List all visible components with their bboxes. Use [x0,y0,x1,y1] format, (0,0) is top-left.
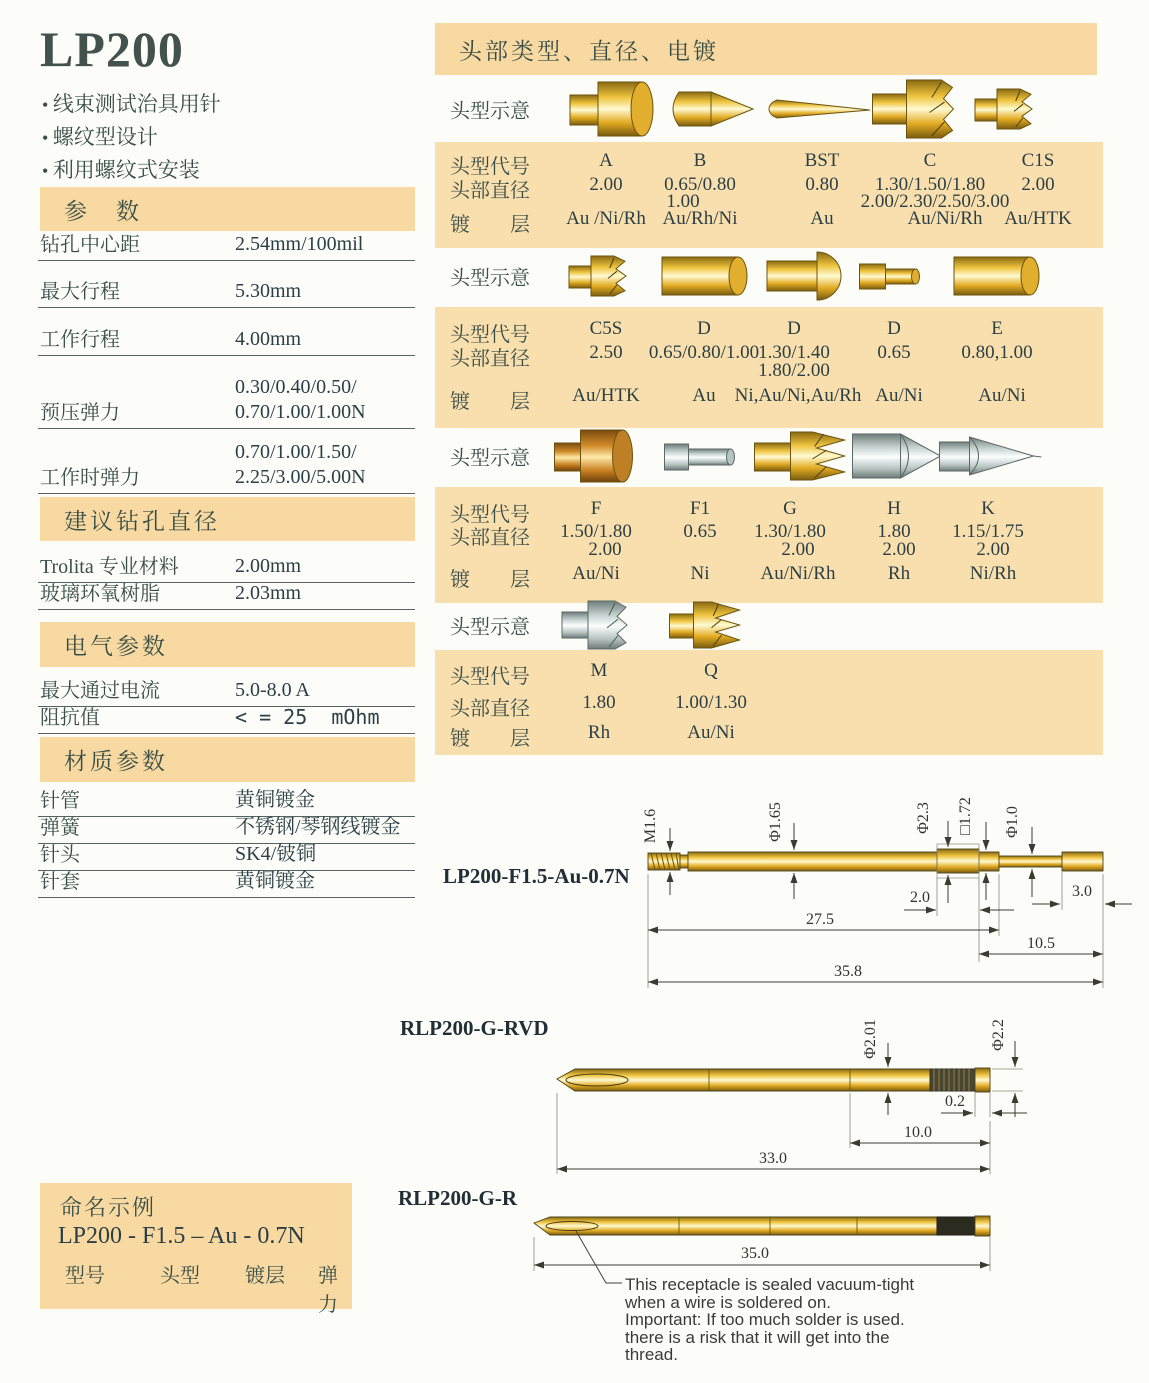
head-diameter: 0.65/0.80/1.00 [648,342,760,363]
head-plating: Au/Ni [875,385,923,406]
head-plating: Rh [887,563,911,584]
drill-value: 2.00mm [235,555,302,577]
head-diameter: 1.30/1.40 [758,342,830,363]
naming-example: LP200 - F1.5 – Au - 0.7N [58,1223,305,1249]
row-label-plating: 镀 层 [450,391,530,413]
material-row [38,817,415,844]
drawing-2-title: RLP200-G-RVD [400,1016,549,1040]
dim-2-0: 2.0 [910,889,930,906]
head-code: F1 [689,498,711,519]
naming-legend-force: 弹力 [318,1265,338,1316]
head-plating: Ni/Rh [969,563,1017,584]
section-heading-material: 材质参数 [40,737,415,782]
head-diameter-2: 2.00/2.30/2.50/3.00 [860,191,1010,212]
dim-33-0: 33.0 [759,1150,787,1167]
param-value: 4.00mm [235,328,302,350]
note-line: there is a risk that it will get into the [625,1328,890,1347]
section-heading-params: 参 数 [40,187,415,231]
drill-value: 2.03mm [235,582,302,604]
row-label-diameter: 头部直径 [450,527,530,549]
head-d-dome-icon [765,248,855,304]
param-value: 0.30/0.40/0.50/ [235,376,357,398]
illustration-label: 头型示意 [450,267,530,290]
param-label: 最大行程 [40,281,120,303]
head-diameter: 1.30/1.50/1.80 [874,174,986,195]
section-heading-head-types: 头部类型、直径、电镀 [435,23,1097,75]
head-diameter-2: 2.00 [781,539,815,560]
dim-cap-dia-label: Φ2.2 [990,1019,1007,1051]
param-row [38,368,415,429]
head-plating: Au/Ni/Rh [760,563,836,584]
naming-legend-model: 型号 [65,1265,105,1287]
material-label: 针套 [40,871,80,893]
illustration-label: 头型示意 [450,100,530,123]
head-diameter: 0.80,1.00 [961,342,1033,363]
head-table-1 [435,142,1103,248]
note-line: This receptacle is sealed vacuum-tight [625,1275,915,1294]
head-d-step-icon [858,257,923,295]
head-diameter: 0.65/0.80 [664,174,736,195]
note-line: Important: If too much solder is used. [625,1310,905,1329]
material-label: 弹簧 [40,817,80,839]
head-diameter: 1.15/1.75 [952,521,1024,542]
param-value: 2.54mm/100mil [235,233,364,255]
param-row [38,232,415,261]
head-code: A [599,150,613,171]
drawing-rlp200-g-r [530,1195,1130,1383]
head-diameter-2: 1.00 [666,191,700,212]
head-m-icon [560,599,640,651]
electrical-label: 最大通过电流 [40,680,160,702]
head-c5s-icon [567,252,637,300]
drill-label: Trolita 专业材料 [40,556,179,578]
material-row [38,790,415,817]
drawing-rlp200-g-rvd [545,1015,1110,1185]
head-diameter: 1.30/1.80 [754,521,826,542]
knurl-section [937,1217,975,1235]
head-diameter-2: 1.80/2.00 [758,360,830,381]
electrical-value: < = 25 mOhm [235,705,380,729]
head-diameter: 1.80 [582,692,616,713]
material-label: 针管 [40,790,80,812]
row-label-diameter: 头部直径 [450,348,530,370]
head-plating: Au/Ni [978,385,1026,406]
param-value: 0.70/1.00/1.50/ [235,441,357,463]
illustration-label: 头型示意 [450,616,530,639]
head-code: H [887,498,901,519]
param-label: 工作时弹力 [40,467,140,489]
dim-barrel-dia-label: Φ1.65 [767,802,784,842]
row-label-code: 头型代号 [450,504,530,526]
param-label: 工作行程 [40,329,120,351]
head-a-icon [568,79,668,139]
head-plating: Au [810,208,834,229]
head-code: B [693,150,707,171]
head-diameter: 2.00 [589,174,623,195]
section-heading-drill: 建议钻孔直径 [40,497,415,541]
head-plating: Au/HTK [1004,208,1072,229]
head-diameter-2: 2.00 [976,539,1010,560]
head-plating: Au [692,385,716,406]
head-code: D [887,318,901,339]
head-e-icon [952,253,1042,299]
knurl-section [930,1069,975,1091]
head-code: D [787,318,801,339]
naming-heading: 命名示例 [60,1195,157,1220]
feature-bullet: • 线束测试治具用针 [42,88,221,118]
drawing-lp200-f15-au-07n [580,792,1140,1000]
dim-thread-label: M1.6 [642,808,659,844]
head-code: E [991,318,1003,339]
head-diameter: 1.00/1.30 [675,692,747,713]
head-code: Q [704,660,718,681]
section-heading-electrical: 电气参数 [40,622,415,667]
head-table-2 [435,307,1103,428]
page-title: LP200 [40,21,184,77]
dim-27-5: 27.5 [806,911,834,928]
dim-35-0: 35.0 [741,1245,769,1262]
param-value-2: 2.25/3.00/5.00N [235,466,366,488]
electrical-label: 阻抗值 [40,707,100,729]
material-value: 黄铜镀金 [235,870,315,892]
head-b-icon [667,84,757,134]
head-illustration-row [435,248,1103,304]
electrical-value: 5.0-8.0 A [235,679,310,701]
head-c1s-icon [973,85,1043,133]
param-row [38,433,415,494]
dim-body-dia-label: Φ2.01 [862,1019,879,1059]
head-h-icon [851,430,946,482]
head-code: M [590,660,608,681]
row-label-code: 头型代号 [450,156,530,178]
naming-legend-plating: 镀层 [245,1265,285,1287]
leader-line [576,1231,622,1283]
head-diameter: 1.80 [877,521,911,542]
row-label-code: 头型代号 [450,324,530,346]
head-c-icon [871,78,966,140]
head-plating: Au /Ni/Rh [566,208,646,229]
row-label-plating: 镀 层 [450,214,530,236]
row-label-plating: 镀 层 [450,728,530,750]
head-diameter-2: 2.00 [588,539,622,560]
dim-0-2: 0.2 [945,1093,965,1110]
head-bst-icon [765,91,875,127]
param-row [38,279,415,308]
head-d-icon [660,253,750,299]
drill-row [38,583,415,610]
dim-3-0: 3.0 [1072,883,1092,900]
row-label-plating: 镀 层 [450,569,530,591]
head-code: D [697,318,711,339]
head-plating: Rh [587,722,611,743]
dim-35-8: 35.8 [834,963,862,980]
head-plating: Ni,Au/Ni,Au/Rh [734,385,862,406]
param-label: 预压弹力 [40,402,120,424]
param-value-2: 0.70/1.00/1.00N [235,401,366,423]
head-code: K [981,498,995,519]
head-table-3 [435,487,1103,603]
head-g-icon [753,428,848,484]
drawing-3-title: RLP200-G-R [398,1186,517,1210]
row-label-diameter: 头部直径 [450,180,530,202]
head-diameter: 0.65 [877,342,911,363]
drill-label: 玻璃环氧树脂 [40,583,160,605]
head-code: C5S [589,318,623,339]
head-plating: Ni [690,563,710,584]
material-row [38,844,415,871]
material-value: 黄铜镀金 [235,789,315,811]
head-table-4 [435,650,1103,755]
electrical-row [38,707,415,734]
dim-square-label: □1.72 [957,797,974,835]
head-code: F [590,498,602,519]
head-illustration-row [435,600,1103,650]
head-diameter: 1.50/1.80 [560,521,632,542]
material-value: 不锈钢/琴钢线镀金 [235,816,401,838]
dim-rod-dia-label: Φ1.0 [1004,806,1021,838]
drawing-1-title: LP200-F1.5-Au-0.7N [443,864,630,888]
note-line: thread. [625,1345,678,1364]
head-code: BST [804,150,840,171]
head-f1-icon [663,436,738,476]
head-plating: Au/Ni [687,722,735,743]
row-label-diameter: 头部直径 [450,698,530,720]
head-diameter: 0.80 [805,174,839,195]
head-diameter: 2.00 [1021,174,1055,195]
material-row [38,871,415,898]
head-illustration-row [435,78,1103,140]
head-plating: Au/Rh/Ni [662,208,738,229]
naming-legend-head: 头型 [160,1265,200,1287]
naming-example-box [40,1183,352,1316]
head-plating: Au/HTK [572,385,640,406]
head-diameter: 2.50 [589,342,623,363]
material-value: SK4/铍铜 [235,843,317,865]
head-code: C1S [1021,150,1055,171]
head-plating: Au/Ni [572,563,620,584]
head-f-icon [553,427,648,485]
head-diameter: 0.65 [683,521,717,542]
head-diameter-2: 2.00 [882,539,916,560]
head-code: G [783,498,797,519]
note-line: when a wire is soldered on. [625,1293,832,1312]
illustration-label: 头型示意 [450,447,530,470]
param-row [38,327,415,356]
row-label-code: 头型代号 [450,666,530,688]
dim-10-5: 10.5 [1027,935,1055,952]
head-q-icon [668,600,743,650]
param-value: 5.30mm [235,280,302,302]
head-plating: Au/Ni/Rh [907,208,983,229]
head-k-icon [938,433,1043,479]
feature-bullet: • 螺纹型设计 [42,121,158,151]
dim-10-0: 10.0 [904,1124,932,1141]
material-label: 针头 [40,844,80,866]
head-illustration-row [435,428,1103,484]
feature-bullet: • 利用螺纹式安装 [42,154,200,184]
head-code: C [923,150,937,171]
param-label: 钻孔中心距 [40,234,140,256]
dim-collar-dia-label: Φ2.3 [915,802,932,834]
